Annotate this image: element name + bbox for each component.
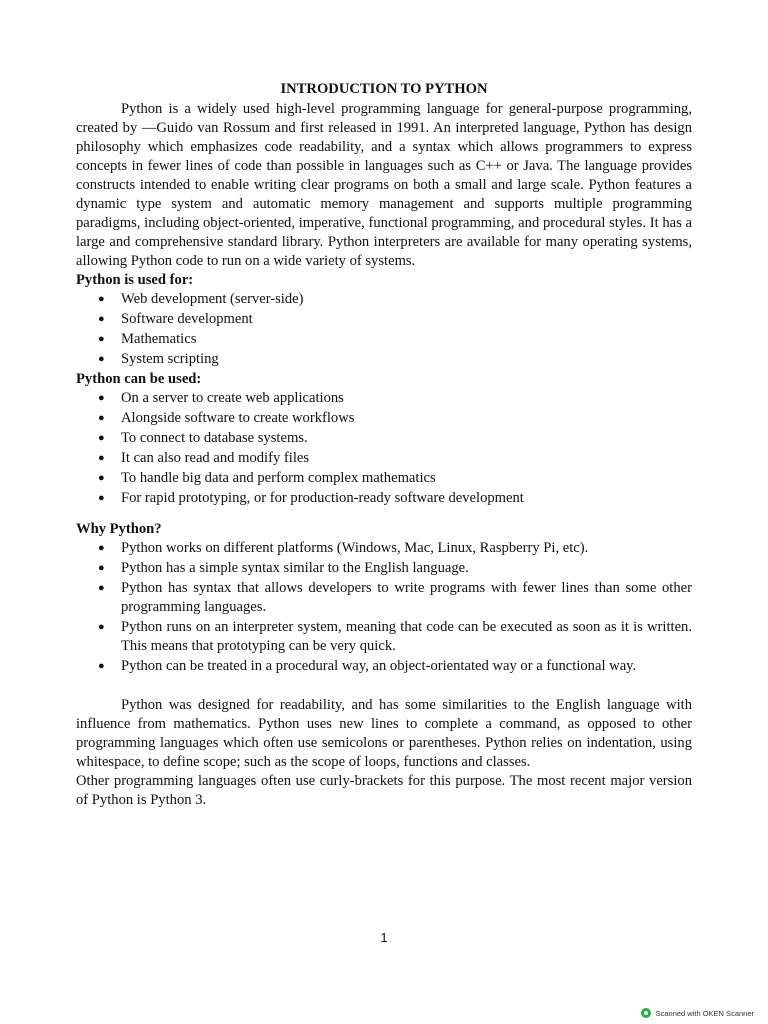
final-paragraph: Other programming languages often use curly-brackets for this purpose. The most recent major version of Python is Python 3. [76,773,692,808]
intro-paragraph: Python is a widely used high-level programming language for general-purpose programming, created by —Guido van Rossum and first released in 1991. An interpreted language, Python has design philosophy which emphasizes code readability, and a syntax which allows programmers to express concepts in fewer lines of code than possible in languages such as C++ or Java. The language provides constructs intended to enable writing clear programs on both a small and large scale. Python features a dynamic type system and automatic memory management and supports multiple programming paradigms, including object-oriented, imperative, functional programming, and procedural styles. It has a large and comprehensive standard library. Python interpreters are available for many operating systems, allowing Python code to run on a wide variety of systems. [76,101,692,269]
list-item: ● Software development [98,311,253,327]
list-item: ● To handle big data and perform complex mathematics [98,470,436,486]
why-python-list [76,539,692,676]
bullet-icon: ● [98,412,105,424]
bullet-icon: ● [98,542,105,554]
list-item: ● To connect to database systems. [98,430,308,446]
bullet-icon: ● [98,432,105,444]
scanner-watermark-text: Scanned with OKEN Scanner [655,1008,754,1018]
list-item: ● For rapid prototyping, or for production-ready software development [98,490,524,506]
page-number: 1 [380,930,388,945]
document-page [76,80,692,810]
used-for-list [76,290,692,369]
can-be-used-heading: Python can be used: [76,371,202,387]
list-item: ● Python has syntax that allows developers to write programs with fewer lines than some other programming languages. [98,580,692,615]
list-item: ● It can also read and modify files [98,450,310,466]
bullet-icon: ● [98,452,105,464]
list-item: ● Web development (server-side) [98,291,304,307]
list-item: ● Mathematics [98,331,197,347]
list-item: ● Python can be treated in a procedural way, an object-orientated way or a functional way. [98,658,637,674]
list-item: ● On a server to create web applications [98,390,344,406]
spacer [76,677,692,696]
can-be-used-list [76,389,692,508]
why-python-heading: Why Python? [76,521,162,537]
list-item: ● Python works on different platforms (Windows, Mac, Linux, Raspberry Pi, etc). [98,540,589,556]
used-for-heading: Python is used for: [76,272,194,288]
bullet-icon: ● [98,562,105,574]
bullet-icon: ● [98,472,105,484]
bullet-icon: ● [98,333,105,345]
bullet-icon: ● [98,293,105,305]
scanner-watermark [641,1008,754,1018]
list-item: ● System scripting [98,351,219,367]
bullet-icon: ● [98,353,105,365]
bullet-icon: ● [98,392,105,404]
bullet-icon: ● [98,621,105,633]
scanner-logo-icon [641,1008,651,1018]
list-item: ● Alongside software to create workflows [98,410,355,426]
list-item: ● Python runs on an interpreter system, meaning that code can be executed as soon as it is written. This means that prototyping can be very quick. [98,619,692,654]
bullet-icon: ● [98,660,105,672]
bullet-icon: ● [98,492,105,504]
bullet-icon: ● [98,582,105,594]
list-item: ● Python has a simple syntax similar to the English language. [98,560,469,576]
closing-paragraph: Python was designed for readability, and has some similarities to the English language with influence from mathematics. Python uses new lines to complete a command, as opposed to other programming languages which often use semicolons or parentheses. Python relies on indentation, using whitespace, to define scope; such as the scope of loops, functions and classes. [76,697,692,770]
page-title: INTRODUCTION TO PYTHON [280,81,488,97]
bullet-icon: ● [98,313,105,325]
